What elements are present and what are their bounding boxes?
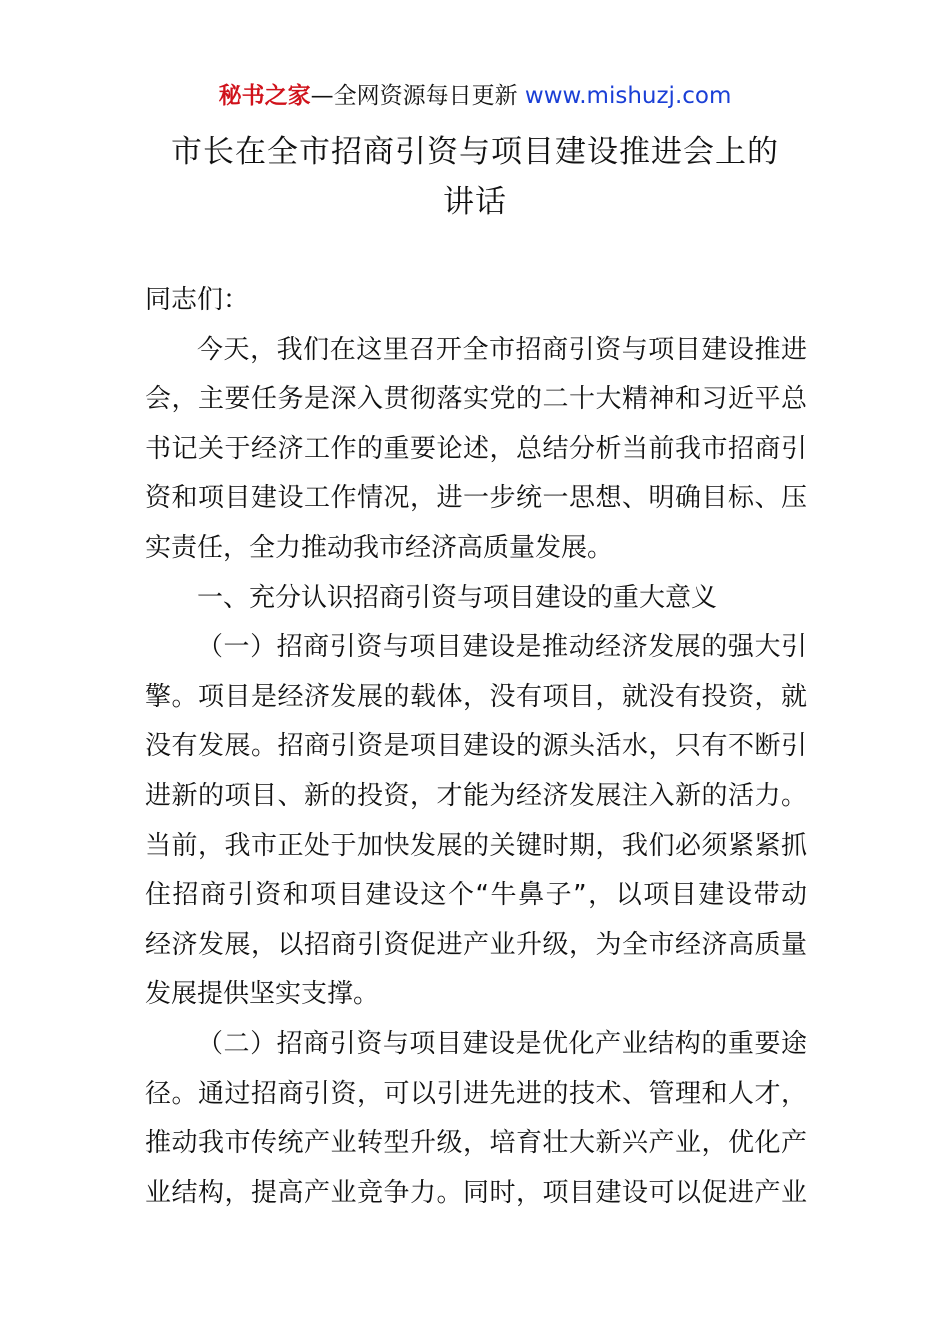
body-line: 实责任，全力推动我市经济高质量发展。	[145, 532, 614, 563]
body-line: （二）招商引资与项目建设是优化产业结构的重要途	[197, 1028, 807, 1059]
site-banner	[0, 80, 950, 112]
body-line: 书记关于经济工作的重要论述，总结分析当前我市招商引	[145, 433, 807, 464]
body-line: 进新的项目、新的投资，才能为经济发展注入新的活力。	[145, 780, 807, 811]
salutation: 同志们：	[145, 285, 250, 315]
document-title	[120, 127, 830, 227]
body-line: 当前，我市正处于加快发展的关键时期，我们必须紧紧抓	[145, 830, 807, 861]
site-brand: 秘书之家	[218, 83, 311, 109]
body-line: 住招商引资和项目建设这个“牛鼻子”，以项目建设带动	[145, 880, 807, 911]
body-line: 资和项目建设工作情况，进一步统一思想、明确目标、压	[145, 483, 807, 514]
site-tagline: —全网资源每日更新	[310, 83, 518, 109]
site-url[interactable]: www.mishuzj.com	[524, 83, 732, 109]
body-line: 径。通过招商引资，可以引进先进的技术、管理和人才，	[145, 1078, 807, 1109]
body-line: 没有发展。招商引资是项目建设的源头活水，只有不断引	[145, 731, 807, 762]
title-line: 讲话	[443, 184, 507, 220]
section-heading: 一、充分认识招商引资与项目建设的重大意义	[197, 582, 718, 613]
document-body	[145, 276, 807, 1218]
body-line: 会，主要任务是深入贯彻落实党的二十大精神和习近平总	[145, 384, 807, 415]
body-line: 推动我市传统产业转型升级，培育壮大新兴产业，优化产	[145, 1128, 807, 1159]
body-line: 发展提供坚实支撑。	[145, 979, 380, 1010]
body-line: 擎。项目是经济发展的载体，没有项目，就没有投资，就	[145, 681, 807, 712]
body-line: （一）招商引资与项目建设是推动经济发展的强大引	[197, 632, 807, 663]
body-line: 经济发展，以招商引资促进产业升级，为全市经济高质量	[145, 929, 807, 960]
body-line: 今天，我们在这里召开全市招商引资与项目建设推进	[197, 334, 807, 365]
body-line: 业结构，提高产业竞争力。同时，项目建设可以促进产业	[145, 1177, 807, 1208]
title-line: 市长在全市招商引资与项目建设推进会上的	[171, 134, 779, 170]
